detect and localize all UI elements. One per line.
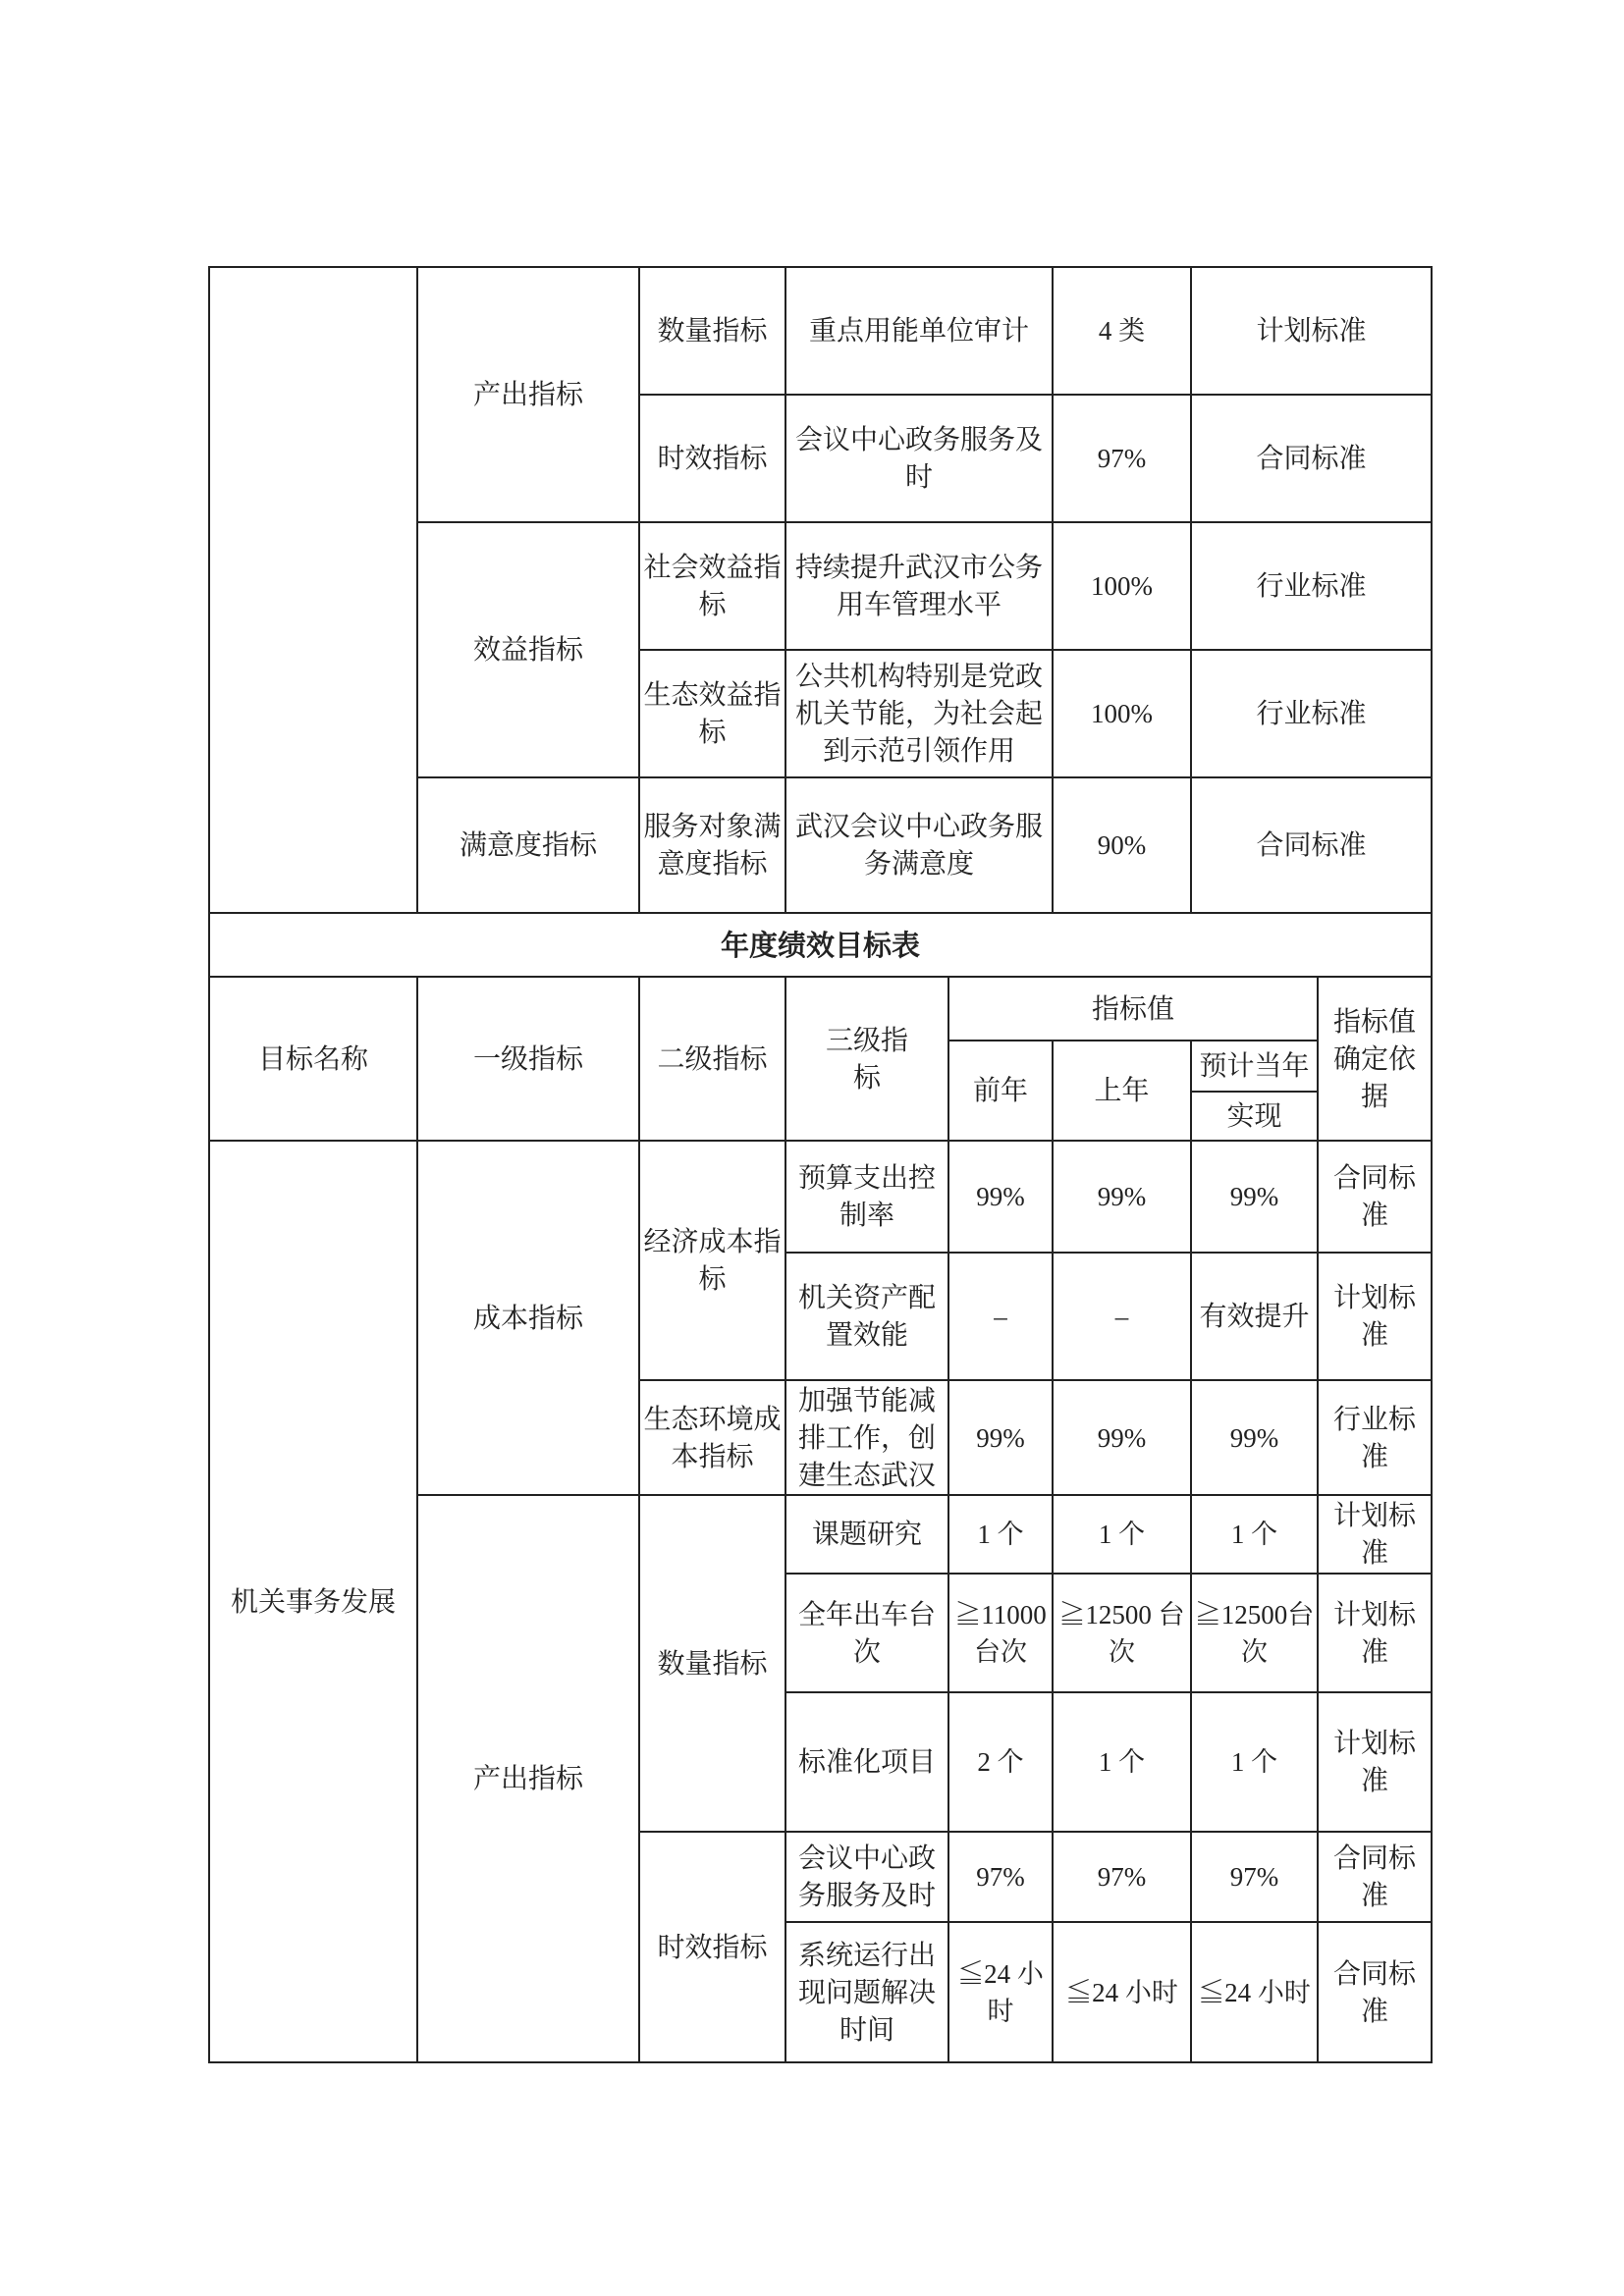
basis-cell: 合同标准 (1318, 1832, 1432, 1922)
prev-year-cell: – (948, 1253, 1053, 1380)
value-cell: 100% (1053, 522, 1191, 650)
level2-cell: 服务对象满意度指标 (639, 777, 785, 913)
value-cell: 100% (1053, 650, 1191, 777)
header-expected-sub: 实现 (1191, 1092, 1318, 1141)
header-row (209, 977, 1432, 1041)
basis-cell: 计划标准 (1318, 1692, 1432, 1832)
level1-cell: 满意度指标 (417, 777, 639, 913)
expected-cell: 1 个 (1191, 1692, 1318, 1832)
header-level3: 三级指标 (785, 977, 948, 1141)
table-title-row (209, 913, 1432, 977)
last-year-cell: – (1053, 1253, 1191, 1380)
indicator-table-continued (208, 266, 1433, 914)
basis-cell: 行业标准 (1191, 522, 1432, 650)
last-year-cell: 99% (1053, 1380, 1191, 1495)
basis-cell: 计划标准 (1318, 1495, 1432, 1574)
expected-cell: ≦24 小时 (1191, 1922, 1318, 2062)
last-year-cell: 1 个 (1053, 1692, 1191, 1832)
expected-cell: 97% (1191, 1832, 1318, 1922)
level3-cell: 加强节能减排工作，创建生态武汉 (785, 1380, 948, 1495)
last-year-cell: 97% (1053, 1832, 1191, 1922)
prev-year-cell: 1 个 (948, 1495, 1053, 1574)
level1-cell: 产出指标 (417, 1495, 639, 2062)
expected-cell: ≧12500台次 (1191, 1574, 1318, 1692)
level2-cell: 时效指标 (639, 395, 785, 522)
expected-cell: 1 个 (1191, 1495, 1318, 1574)
level3-cell: 持续提升武汉市公务用车管理水平 (785, 522, 1053, 650)
level1-cell: 效益指标 (417, 522, 639, 777)
expected-cell: 有效提升 (1191, 1253, 1318, 1380)
header-prev-year: 前年 (948, 1041, 1053, 1141)
prev-year-cell: 99% (948, 1380, 1053, 1495)
level3-cell: 标准化项目 (785, 1692, 948, 1832)
level2-cell: 数量指标 (639, 267, 785, 395)
last-year-cell: 1 个 (1053, 1495, 1191, 1574)
basis-cell: 计划标准 (1318, 1253, 1432, 1380)
level3-cell: 重点用能单位审计 (785, 267, 1053, 395)
value-cell: 97% (1053, 395, 1191, 522)
last-year-cell: ≧12500 台次 (1053, 1574, 1191, 1692)
level1-cell: 产出指标 (417, 267, 639, 522)
goal-name-cell: 机关事务发展 (209, 1141, 417, 2062)
prev-year-cell: ≧11000台次 (948, 1574, 1053, 1692)
level2-cell: 数量指标 (639, 1495, 785, 1832)
prev-year-cell: ≦24 小时 (948, 1922, 1053, 2062)
level3-cell: 全年出车台次 (785, 1574, 948, 1692)
header-level1: 一级指标 (417, 977, 639, 1141)
header-basis: 指标值确定依据 (1318, 977, 1432, 1141)
expected-cell: 99% (1191, 1380, 1318, 1495)
expected-cell: 99% (1191, 1141, 1318, 1253)
goal-name-cell (209, 267, 417, 913)
table-title: 年度绩效目标表 (209, 913, 1432, 977)
basis-cell: 合同标准 (1318, 1922, 1432, 2062)
level3-cell: 公共机构特别是党政机关节能，为社会起到示范引领作用 (785, 650, 1053, 777)
value-cell: 90% (1053, 777, 1191, 913)
basis-cell: 行业标准 (1191, 650, 1432, 777)
basis-cell: 合同标准 (1191, 395, 1432, 522)
basis-cell: 合同标准 (1318, 1141, 1432, 1253)
level2-cell: 生态效益指标 (639, 650, 785, 777)
last-year-cell: ≦24 小时 (1053, 1922, 1191, 2062)
prev-year-cell: 2 个 (948, 1692, 1053, 1832)
level2-cell: 时效指标 (639, 1832, 785, 2062)
level2-cell: 社会效益指标 (639, 522, 785, 650)
level2-cell: 经济成本指标 (639, 1141, 785, 1380)
level3-cell: 会议中心政务服务及时 (785, 1832, 948, 1922)
table-row (209, 267, 1432, 395)
header-expected: 预计当年 (1191, 1041, 1318, 1092)
annual-performance-table (208, 912, 1433, 2063)
level1-cell: 成本指标 (417, 1141, 639, 1495)
basis-cell: 计划标准 (1191, 267, 1432, 395)
level3-cell: 课题研究 (785, 1495, 948, 1574)
header-goal-name: 目标名称 (209, 977, 417, 1141)
level3-cell: 武汉会议中心政务服务满意度 (785, 777, 1053, 913)
level3-cell: 会议中心政务服务及时 (785, 395, 1053, 522)
last-year-cell: 99% (1053, 1141, 1191, 1253)
table-row (209, 1141, 1432, 1253)
value-cell: 4 类 (1053, 267, 1191, 395)
basis-cell: 行业标准 (1318, 1380, 1432, 1495)
header-indicator-value: 指标值 (948, 977, 1318, 1041)
level2-cell: 生态环境成本指标 (639, 1380, 785, 1495)
header-last-year: 上年 (1053, 1041, 1191, 1141)
prev-year-cell: 99% (948, 1141, 1053, 1253)
level3-cell: 系统运行出现问题解决时间 (785, 1922, 948, 2062)
basis-cell: 计划标准 (1318, 1574, 1432, 1692)
header-level2: 二级指标 (639, 977, 785, 1141)
basis-cell: 合同标准 (1191, 777, 1432, 913)
prev-year-cell: 97% (948, 1832, 1053, 1922)
level3-cell: 预算支出控制率 (785, 1141, 948, 1253)
level3-cell: 机关资产配置效能 (785, 1253, 948, 1380)
